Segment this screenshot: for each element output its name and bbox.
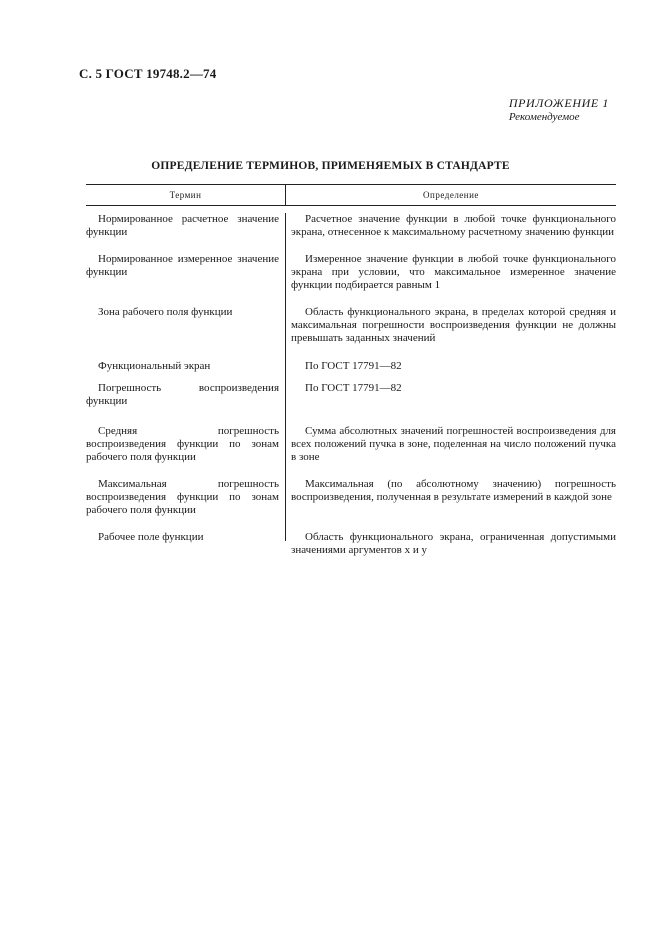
term-cell: Максимальная погрешность воспроизведения функции по зонам рабочего поля функции (86, 478, 279, 516)
appendix-label (509, 96, 609, 124)
appendix-subtitle: Рекомендуемое (508, 111, 580, 123)
table-row (86, 253, 616, 292)
document-title: ОПРЕДЕЛЕНИЕ ТЕРМИНОВ, ПРИМЕНЯЕМЫХ В СТАНДАРТЕ (151, 160, 510, 172)
definition-cell: Область функционального экрана, ограниченная допустимыми значениями аргументов x и y (291, 531, 616, 556)
table-row (86, 382, 616, 408)
terms-table (86, 184, 616, 557)
table-row (86, 360, 616, 373)
term-cell: Рабочее поле функции (98, 531, 204, 543)
appendix-title: ПРИЛОЖЕНИЕ 1 (508, 96, 609, 110)
page-header: С. 5 ГОСТ 19748.2—74 (79, 66, 217, 81)
table-header (86, 184, 616, 206)
term-cell: Зона рабочего поля функции (98, 306, 233, 318)
definition-cell: Расчетное значение функции в любой точке функционального экрана, отнесенное к максимальному расчетному значению функции (291, 213, 616, 238)
table-row (86, 306, 616, 345)
term-cell: Нормированное измеренное значение функции (86, 253, 279, 278)
definition-cell: Максимальная (по абсолютному значению) погрешность воспроизведения, полученная в результате измерений в каждой зоне (291, 478, 616, 503)
definition-cell: Область функционального экрана, в пределах которой средняя и максимальная погрешности воспроизведения функции не должны превышать заданных значений (291, 306, 616, 344)
definition-cell: Измеренное значение функции в любой точке функционального экрана при условии, что максимальное измеренное значение функции подбирается равным 1 (291, 253, 616, 291)
column-header-term: Термин (86, 185, 286, 205)
table-row (86, 478, 616, 517)
table-row (86, 425, 616, 464)
term-cell: Средняя погрешность воспроизведения функции по зонам рабочего поля функции (86, 425, 279, 463)
term-cell: Функциональный экран (98, 360, 211, 372)
column-header-definition: Определение (423, 190, 479, 200)
table-row (86, 213, 616, 239)
term-cell: Погрешность воспроизведения функции (86, 382, 279, 407)
table-row (86, 531, 616, 557)
term-cell: Нормированное расчетное значение функции (86, 213, 279, 238)
definition-cell: По ГОСТ 17791—82 (305, 360, 402, 372)
definition-cell: По ГОСТ 17791—82 (305, 382, 402, 394)
table-body (86, 213, 616, 557)
definition-cell: Сумма абсолютных значений погрешностей воспроизведения для всех положений пучка в зоне, поделенная на число положений пучка в зоне (291, 425, 616, 463)
